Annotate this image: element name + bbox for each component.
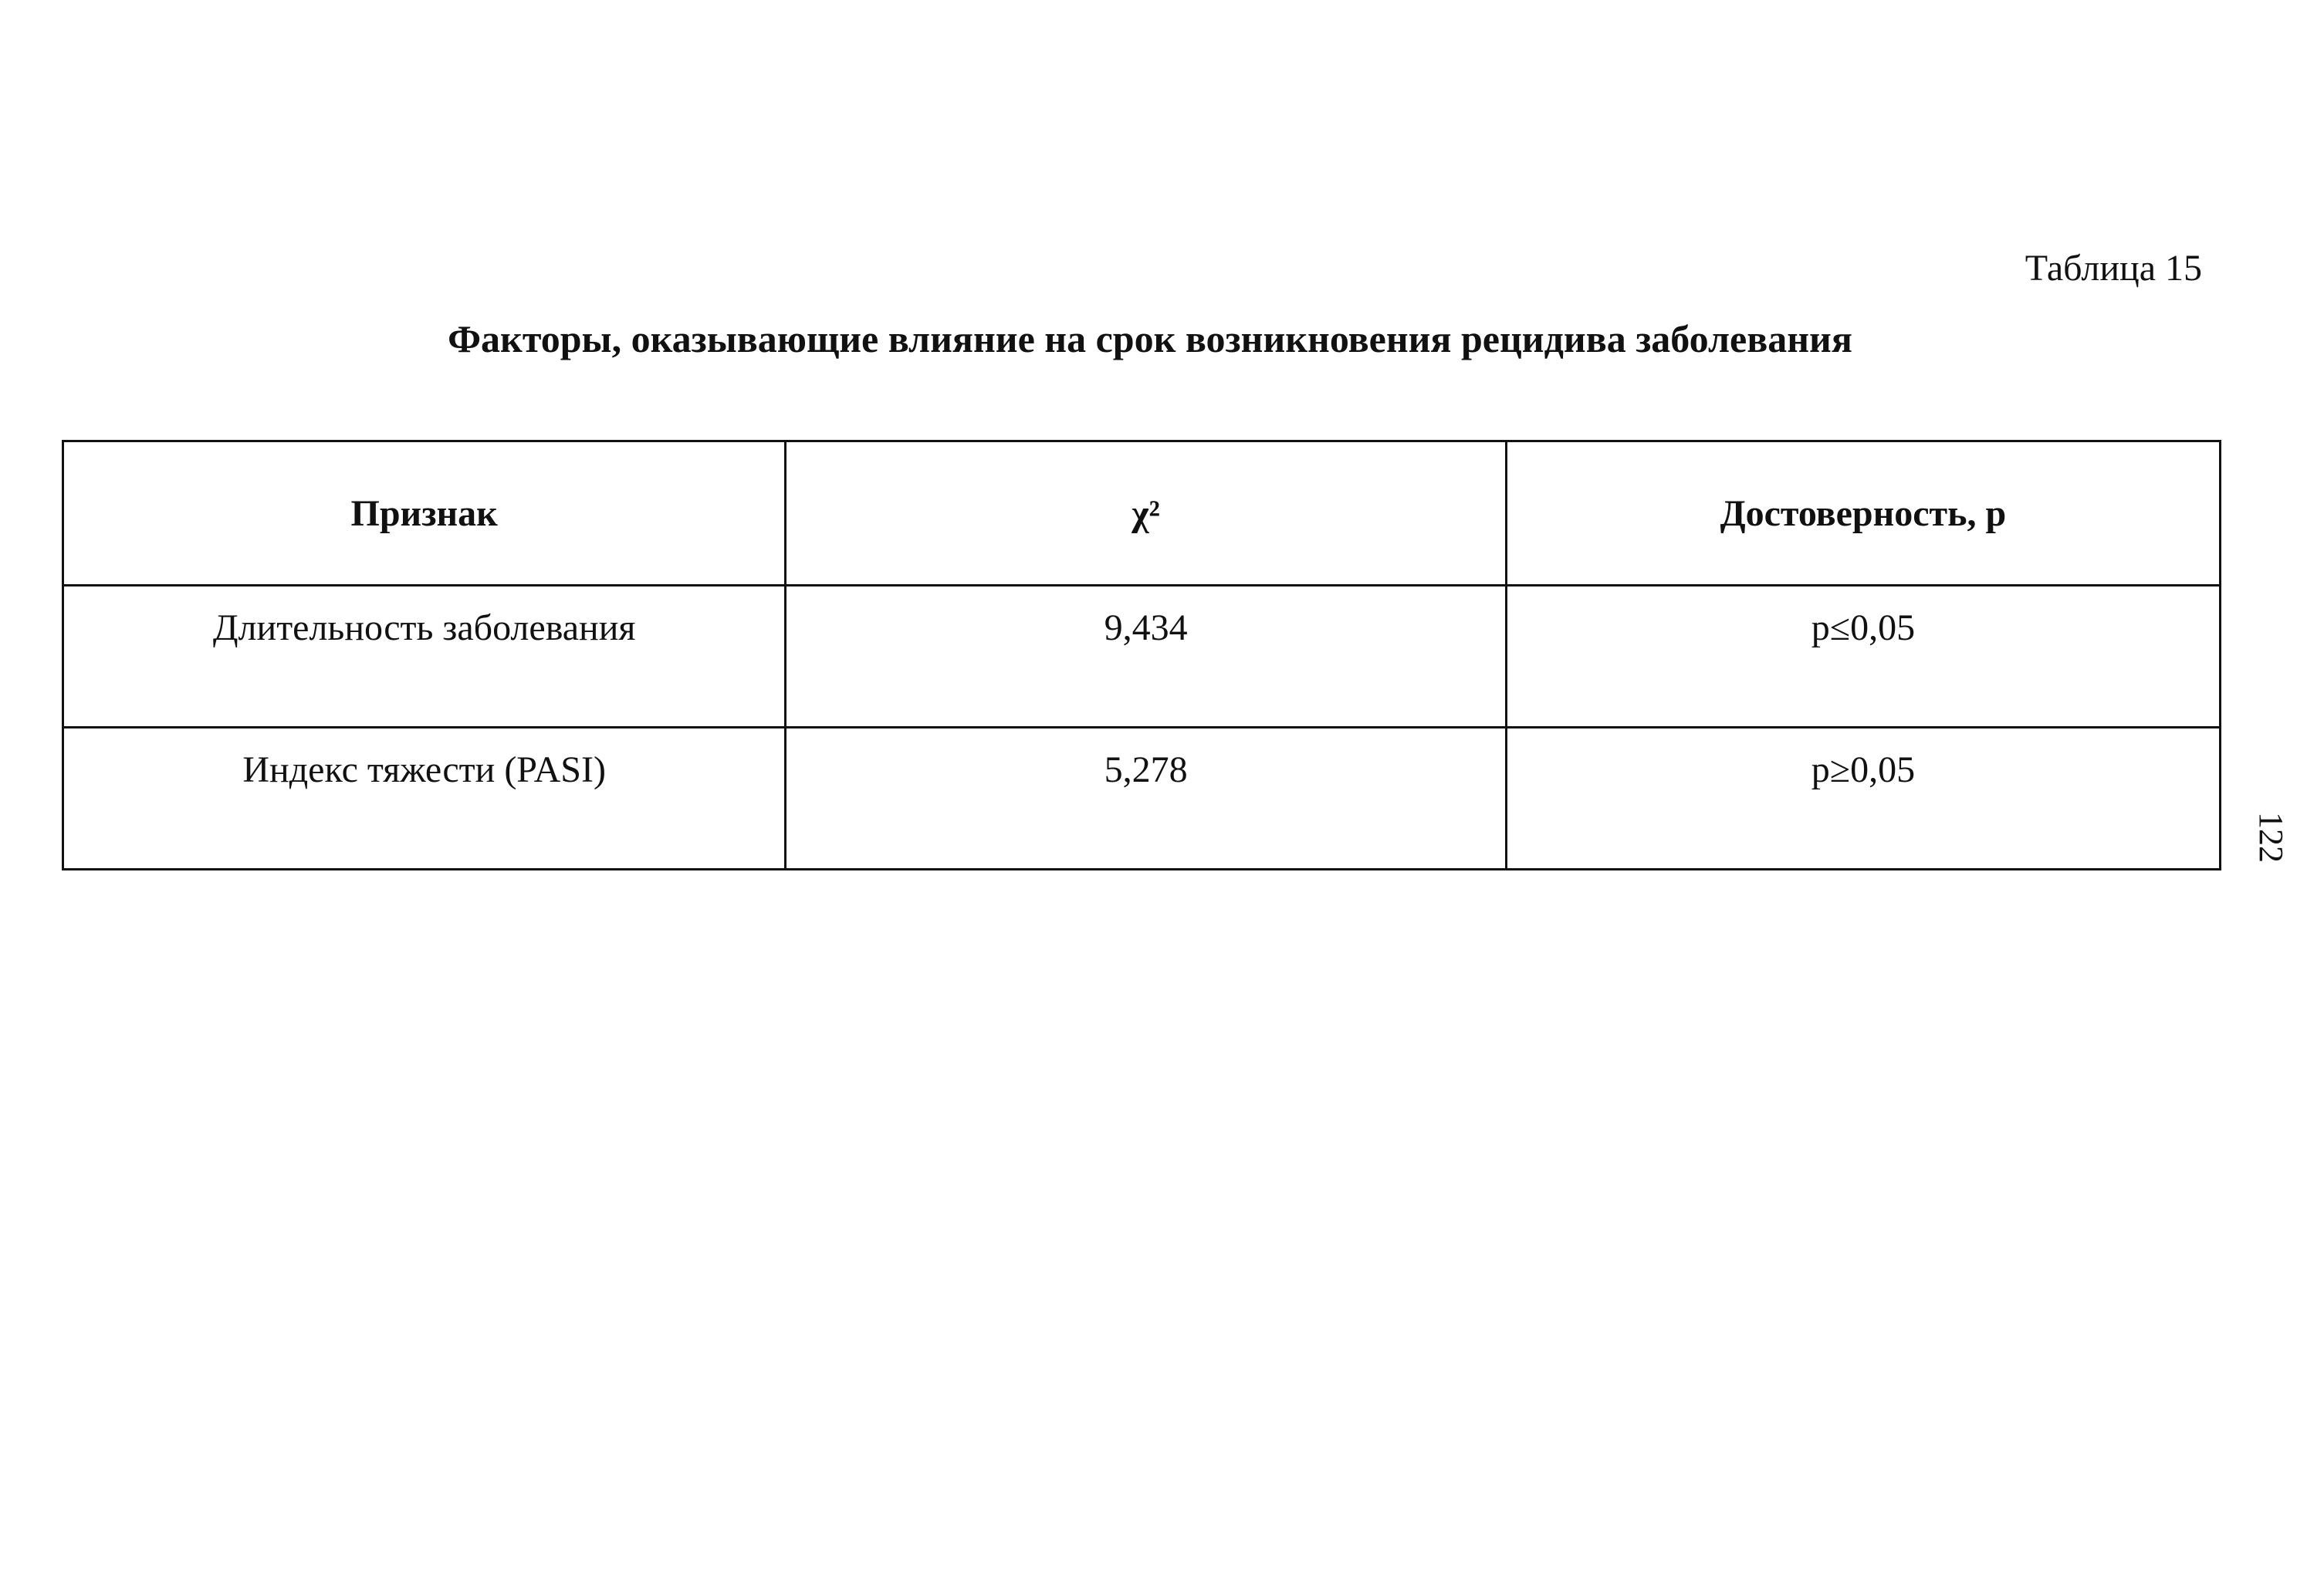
cell-significance: р≥0,05 bbox=[1506, 728, 2220, 870]
table-title: Факторы, оказывающие влияние на срок возникновения рецидива заболевания bbox=[448, 317, 1852, 360]
table-row bbox=[63, 728, 2221, 870]
table-header-row bbox=[63, 441, 2221, 586]
header-significance: Достоверность, р bbox=[1506, 441, 2220, 586]
header-chi-square: χ² bbox=[786, 441, 1507, 586]
cell-significance: р≤0,05 bbox=[1506, 586, 2220, 728]
cell-chi-square: 5,278 bbox=[786, 728, 1507, 870]
cell-feature: Индекс тяжести (PASI) bbox=[63, 728, 786, 870]
table-caption: Таблица 15 bbox=[2025, 248, 2202, 289]
header-feature: Признак bbox=[63, 441, 786, 586]
table-row bbox=[63, 586, 2221, 728]
factors-table bbox=[62, 440, 2221, 870]
cell-feature: Длительность заболевания bbox=[63, 586, 786, 728]
cell-chi-square: 9,434 bbox=[786, 586, 1507, 728]
page-number: 122 bbox=[2252, 812, 2290, 863]
